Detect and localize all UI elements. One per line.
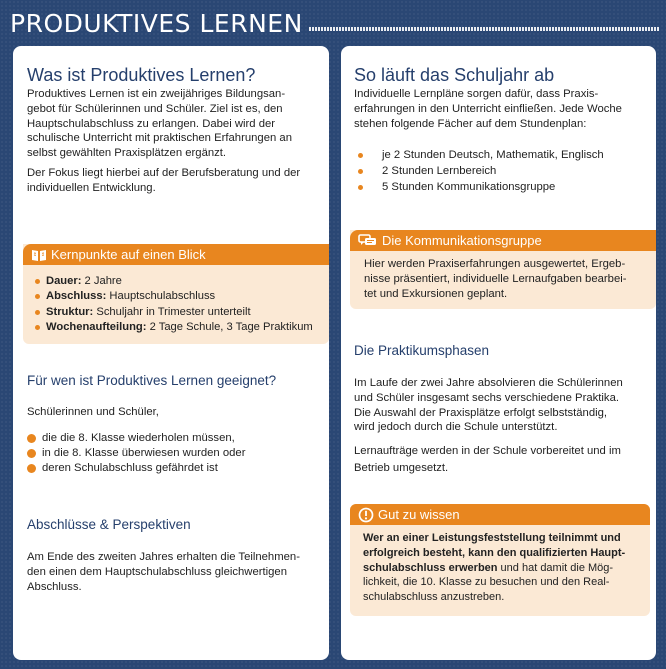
fuer-wen-list	[27, 431, 323, 477]
text-line: schulische Unterricht mit praktischen Erfahrungen an	[27, 132, 292, 145]
kernpunkte-box	[23, 244, 329, 344]
gut-zu-wissen-header	[350, 504, 650, 525]
text-line: Die Auswahl der Praxisplätze erfolgt selbstständig,	[354, 406, 608, 419]
text-line: Lernaufträge werden in der Schule vorbereitet und im	[354, 445, 621, 458]
text-line: erfahrungen in den Unterricht einfließen. Jede Woche	[354, 102, 622, 115]
list-item: Wochenaufteilung: 2 Tage Schule, 3 Tage Praktikum	[33, 320, 329, 335]
abschluesse-section	[27, 516, 323, 594]
list-item: deren Schulabschluss gefährdet ist	[27, 461, 323, 476]
text-line: lichkeit, die 10. Klasse zu besuchen und den Real-	[363, 576, 610, 589]
gut-zu-wissen-title: Gut zu wissen	[378, 507, 460, 522]
intro-paragraph-1	[27, 87, 323, 161]
fuer-wen-section	[27, 372, 323, 476]
praktikum-paragraph-1	[354, 376, 650, 435]
kommunikation-paragraph	[364, 257, 654, 301]
list-item: Abschluss: Hauptschulabschluss	[33, 289, 329, 304]
fuer-wen-lead: Schülerinnen und Schüler,	[27, 406, 159, 418]
text-line: selbst gewählten Praxisplätzen ergänzt.	[27, 147, 227, 160]
text-line: wird jedoch durch die Schule unterstützt.	[354, 421, 558, 434]
intro-heading: Was ist Produktives Lernen?	[27, 65, 256, 85]
text-line: Produktives Lernen ist ein zweijähriges Bildungsan-	[27, 88, 286, 100]
kommunikation-title: Die Kommunikationsgruppe	[382, 233, 542, 248]
text-line: Am Ende des zweiten Jahres erhalten die Teilnehmen-	[27, 551, 300, 563]
text-line: den einen dem Hauptschulabschluss gleichwertigen	[27, 565, 287, 578]
text-line: nisse präsentiert, individuelle Lernaufgaben bearbei-	[364, 272, 627, 285]
text-line: Betrieb umgesetzt.	[354, 462, 449, 475]
chat-icon	[358, 234, 378, 248]
list-item: je 2 Stunden Deutsch, Mathematik, Englisch	[356, 148, 650, 164]
list-item: 5 Stunden Kommunikationsgruppe	[356, 180, 650, 196]
text-line: stehen folgende Fächer auf dem Stundenplan:	[354, 117, 587, 130]
kommunikation-box	[350, 230, 656, 309]
schuljahr-paragraph	[354, 87, 650, 131]
list-item: in die 8. Klasse überwiesen wurden oder	[27, 446, 323, 461]
info-icon	[358, 507, 374, 523]
gut-zu-wissen-box	[350, 504, 650, 616]
text-line: schulabschluss erwerben und hat damit die Mög-	[363, 561, 614, 574]
schuljahr-section	[354, 64, 650, 196]
intro-section	[27, 64, 323, 196]
list-item: Struktur: Schuljahr in Trimester unterteilt	[33, 305, 329, 320]
kernpunkte-title: Kernpunkte auf einen Blick	[51, 247, 206, 262]
text-line: Abschluss.	[27, 580, 82, 593]
book-icon	[31, 248, 47, 262]
text-line: gebot für Schülerinnen und Schüler. Ziel ist es, den	[27, 102, 283, 115]
page-header	[10, 6, 660, 40]
praktikum-paragraph-2	[354, 443, 650, 477]
intro-paragraph-2	[27, 166, 323, 196]
kernpunkte-header	[23, 244, 329, 265]
list-item: 2 Stunden Lernbereich	[356, 164, 650, 180]
kernpunkte-list	[33, 274, 329, 335]
text-line: tet und Exkursionen geplant.	[364, 287, 508, 300]
text-line: Hauptschulabschluss zu erlangen. Dabei wird der	[27, 117, 276, 130]
list-item: Dauer: 2 Jahre	[33, 274, 329, 289]
right-column	[341, 46, 656, 660]
list-item: die die 8. Klasse wiederholen müssen,	[27, 431, 323, 446]
abschluesse-paragraph	[27, 550, 323, 594]
schuljahr-heading: So läuft das Schuljahr ab	[354, 65, 555, 85]
praktikum-section	[354, 342, 650, 477]
header-divider	[309, 27, 660, 31]
text-line: Hier werden Praxiserfahrungen ausgewertet, Ergeb-	[364, 258, 626, 270]
praktikum-heading: Die Praktikumsphasen	[354, 343, 490, 358]
text-line: Im Laufe der zwei Jahre absolvieren die Schülerinnen	[354, 377, 623, 389]
text-line: Der Fokus liegt hierbei auf der Berufsberatung und der	[27, 166, 301, 179]
schuljahr-list	[354, 148, 650, 195]
left-column	[13, 46, 329, 660]
text-line: Individuelle Lernpläne sorgen dafür, dass Praxis-	[354, 88, 599, 100]
fuer-wen-heading: Für wen ist Produktives Lernen geeignet?	[27, 373, 277, 388]
page-title: PRODUKTIVES LERNEN	[10, 8, 303, 38]
text-line: erfolgreich besteht, kann den qualifizierten Haupt-	[363, 546, 626, 559]
kommunikation-header	[350, 230, 656, 251]
text-line: schulabschluss anzustreben.	[363, 591, 505, 604]
text-line: und Schüler insgesamt sechs verschiedene Praktika.	[354, 391, 619, 404]
text-line: individuellen Entwicklung.	[27, 181, 156, 194]
gut-zu-wissen-paragraph	[363, 531, 647, 605]
text-line: Wer an einer Leistungsfeststellung teilnimmt und	[363, 532, 621, 544]
abschluesse-heading: Abschlüsse & Perspektiven	[27, 517, 191, 532]
